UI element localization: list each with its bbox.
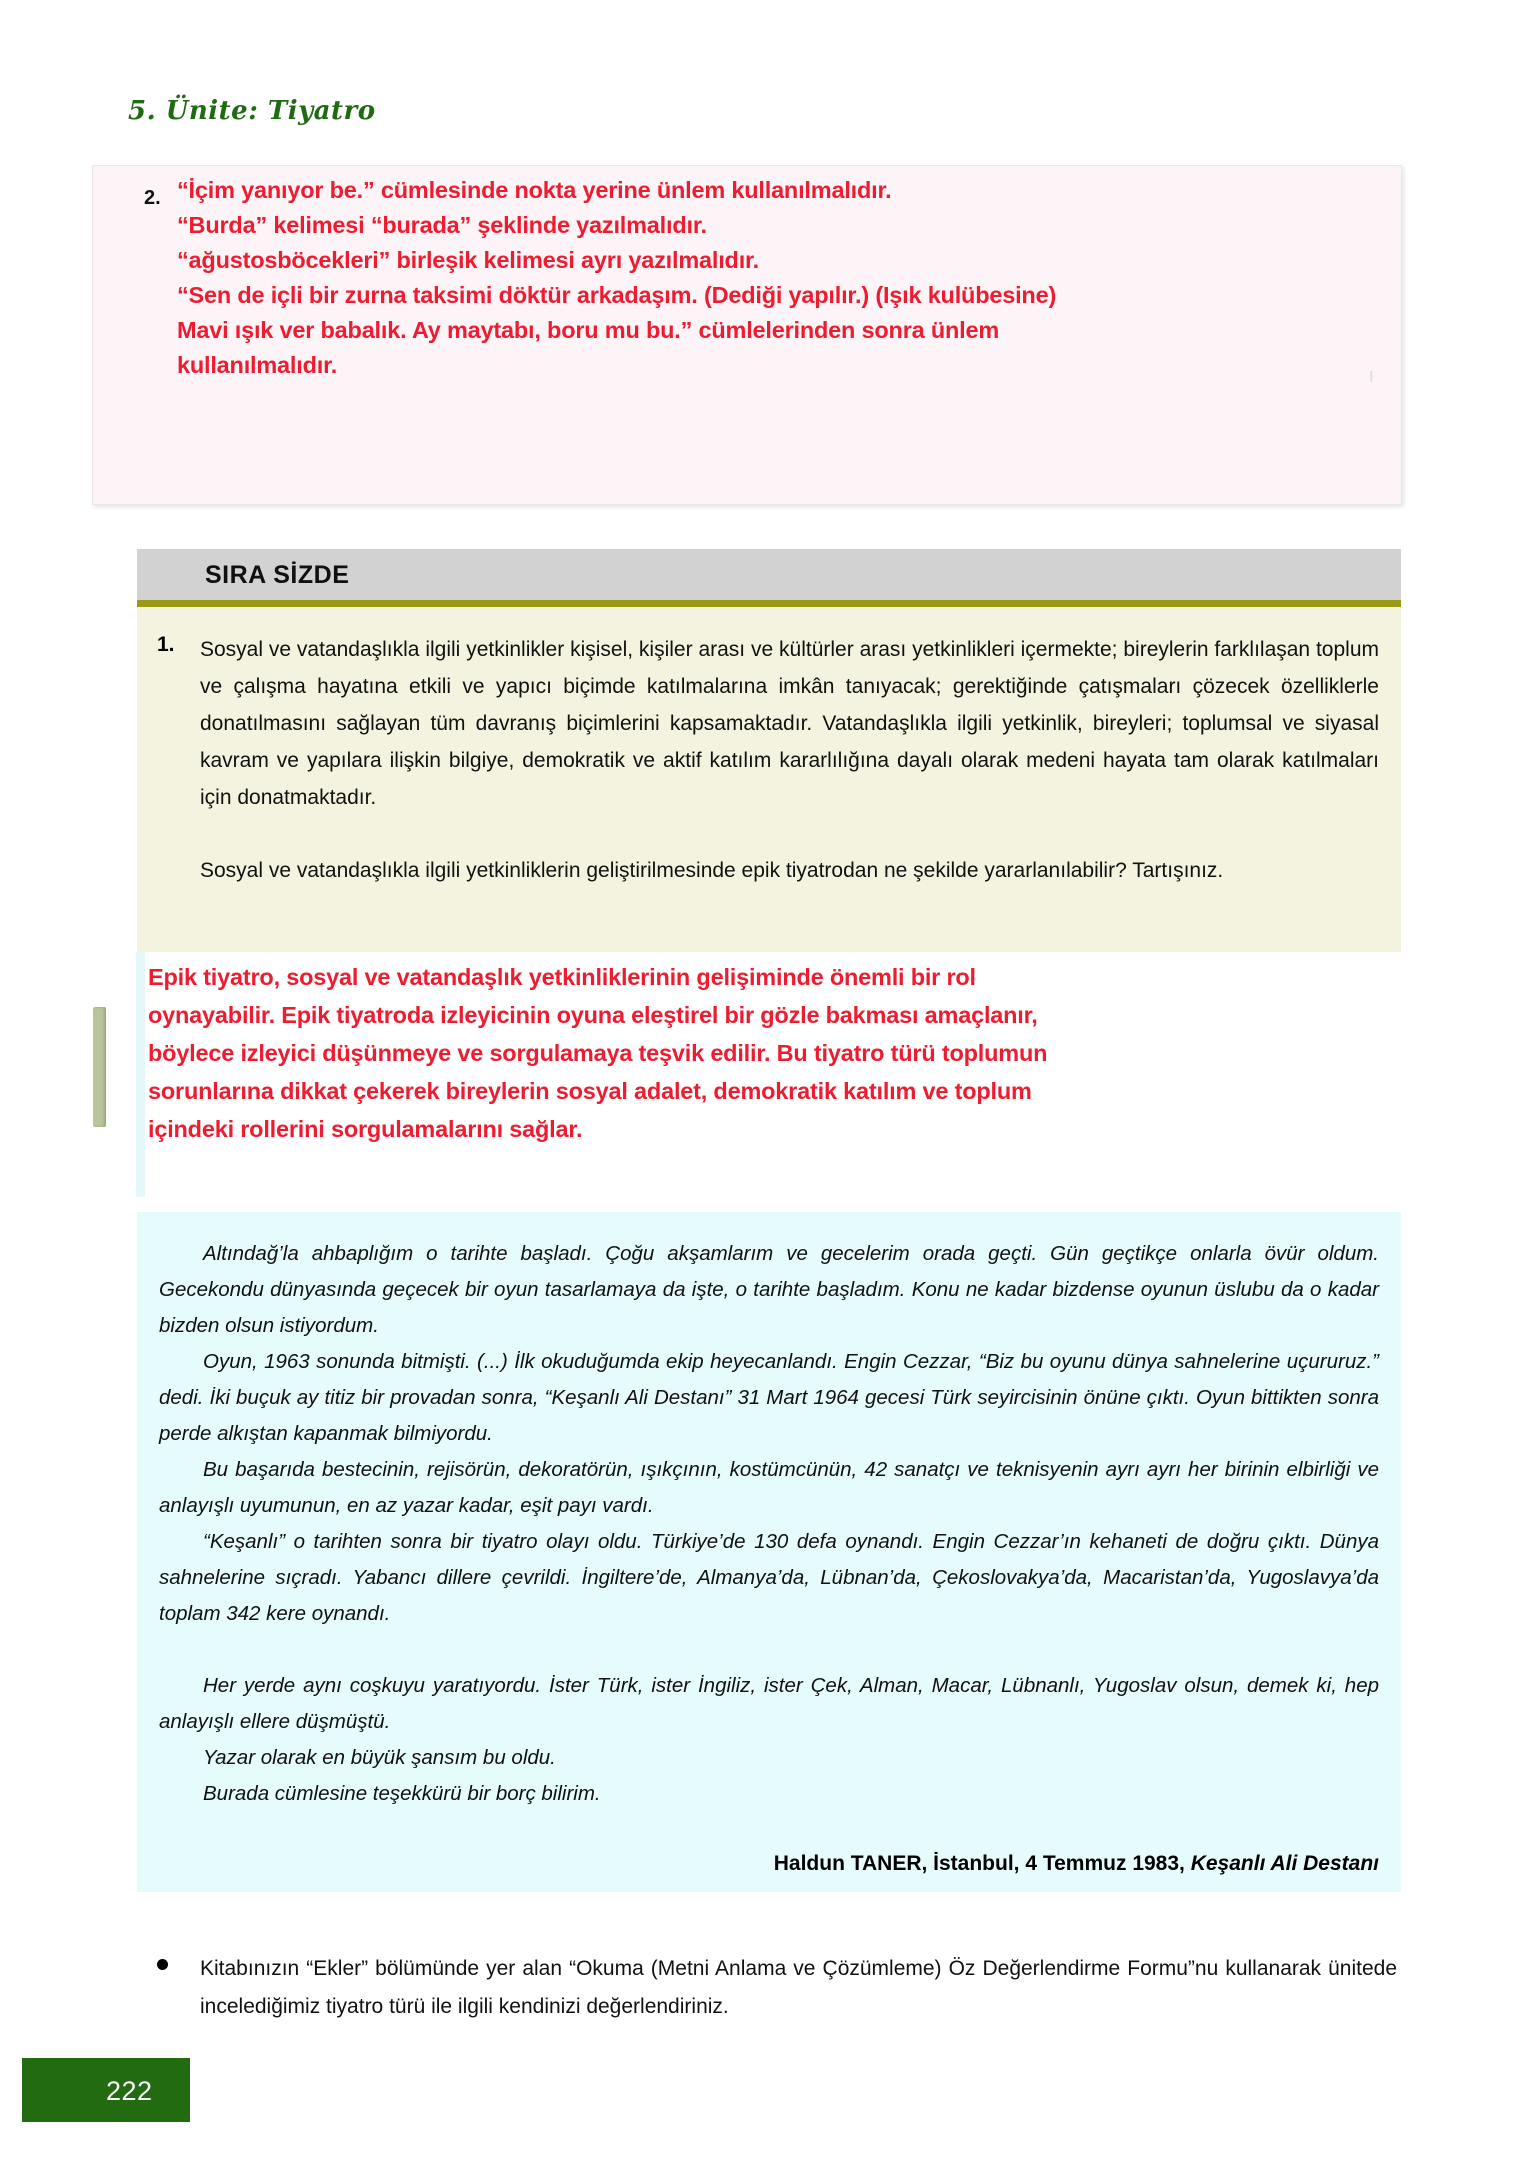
excerpt-box bbox=[137, 1212, 1401, 1892]
question-2-answer-text bbox=[177, 173, 1394, 383]
answer-line: “ağustosböcekleri” birleşik kelimesi ayrı yazılmalıdır. bbox=[177, 247, 760, 273]
excerpt-credit-author: Haldun TANER, İstanbul, 4 Temmuz 1983, bbox=[773, 1852, 1191, 1875]
bottom-bullet-text: Kitabınızın “Ekler” bölümünde yer alan “Okuma (Metni Anlama ve Çözümleme) Öz Değerlendirme Formu”nu kullanarak ünitede incelediğimiz tiyatro türü ile ilgili kendinizi değerlendiriniz. bbox=[200, 1957, 1397, 2018]
handwritten-answer-line: oynayabilir. Epik tiyatroda izleyicinin oyuna eleştirel bir gözle bakması amaçlanır, bbox=[148, 1002, 1038, 1028]
answer-line: Mavi ışık ver babalık. Ay maytabı, boru mu bu.” cümlelerinden sonra ünlem bbox=[177, 317, 1000, 343]
excerpt-credit-work: Keşanlı Ali Destanı bbox=[1190, 1852, 1379, 1875]
bullet-dot-icon bbox=[157, 1959, 168, 1970]
page-number: 222 bbox=[106, 2076, 153, 2106]
sira-sizde-paragraph-2: Sosyal ve vatandaşlıkla ilgili yetkinliklerin geliştirilmesinde epik tiyatrodan ne şekilde yararlanılabilir? Tartışınız. bbox=[200, 859, 1224, 882]
answer-line: “Burda” kelimesi “burada” şeklinde yazılmalıdır. bbox=[177, 212, 707, 238]
unit-header-title: 5. Ünite: Tiyatro bbox=[128, 96, 376, 126]
excerpt-paragraph: Her yerde aynı coşkuyu yaratıyordu. İster Türk, ister İngiliz, ister Çek, Alman, Macar, Lübnanlı, Yugoslav olsun, demek ki, hep anlayışlı ellere düşmüştü. bbox=[159, 1674, 1379, 1733]
answer-line: kullanılmalıdır. bbox=[177, 352, 338, 378]
excerpt-paragraph: Yazar olarak en büyük şansım bu oldu. bbox=[203, 1746, 556, 1769]
answer-line: “İçim yanıyor be.” cümlesinde nokta yerine ünlem kullanılmalıdır. bbox=[177, 177, 892, 203]
sira-sizde-label: SIRA SİZDE bbox=[205, 561, 350, 589]
handwritten-answer-line: sorunlarına dikkat çekerek bireylerin sosyal adalet, demokratik katılım ve toplum bbox=[148, 1078, 1032, 1104]
excerpt-paragraph: “Keşanlı” o tarihten sonra bir tiyatro olayı oldu. Türkiye’de 130 defa oynandı. Engin Cezzar’ın kehaneti de doğru çıktı. Dünya sahnelerine sıçradı. Yabancı dillere çevrildi. İngiltere’de, Almanya’da, Lübnan’da, Çekoslovakya’da, Macaristan’da, Yugoslavya’da toplam 342 kere oynandı. bbox=[159, 1530, 1379, 1625]
sira-sizde-banner bbox=[137, 549, 1401, 600]
sira-sizde-item-number: 1. bbox=[157, 633, 175, 656]
excerpt-credit bbox=[774, 1852, 1379, 1876]
excerpt-paragraph: Bu başarıda bestecinin, rejisörün, dekoratörün, ışıkçının, kostümcünün, 42 sanatçı ve teknisyenin ayrı ayrı her birinin elbirliği ve anlayışlı uyumunun, en az yazar kadar, eşit payı vardı. bbox=[159, 1458, 1379, 1517]
sira-sizde-rule bbox=[137, 600, 1401, 607]
question-2-block bbox=[92, 165, 1402, 505]
handwritten-answer-line: içindeki rollerini sorgulamalarını sağlar. bbox=[148, 1116, 583, 1142]
answer-marker-bar bbox=[93, 1007, 106, 1127]
answer-line: “Sen de içli bir zurna taksimi döktür arkadaşım. (Dediği yapılır.) (Işık kulübesine) bbox=[177, 282, 1057, 308]
excerpt-paragraph: Burada cümlesine teşekkürü bir borç bilirim. bbox=[203, 1782, 601, 1805]
handwritten-answer-text bbox=[148, 958, 1403, 1148]
sira-sizde-paragraph-1: Sosyal ve vatandaşlıkla ilgili yetkinlikler kişisel, kişiler arası ve kültürler arası yetkinlikleri içermekte; bireylerin farklılaşan toplum ve çalışma hayatına etkili ve yapıcı biçimde katılmalarına imkân tanıyacak; gerektiğinde çatışmaları çözecek özelliklerle donatılmasını sağlayan tüm davranış biçimlerini kapsamaktadır. Vatandaşlıkla ilgili yetkinlik, bireyleri; toplumsal ve siyasal kavram ve yapılara ilişkin bilgiye, demokratik ve aktif katılım kararlılığına dayalı olarak medeni hayata tam olarak katılmaları için donatmaktadır. bbox=[200, 638, 1379, 809]
question-2-number: 2. bbox=[144, 187, 161, 209]
excerpt-paragraph: Oyun, 1963 sonunda bitmişti. (...) İlk okuduğumda ekip heyecanlandı. Engin Cezzar, “Biz bu oyunu dünya sahnelerine uçururuz.” dedi. İki buçuk ay titiz bir provadan sonra, “Keşanlı Ali Destanı” 31 Mart 1964 gecesi Türk seyircisinin önüne çıktı. Oyun bittikten sonra perde alkıştan kapanmak bilmiyordu. bbox=[159, 1350, 1379, 1445]
sira-sizde-body bbox=[137, 607, 1401, 952]
page-number-tab bbox=[22, 2058, 190, 2122]
answer-left-strip bbox=[136, 952, 145, 1197]
handwritten-answer-line: böylece izleyici düşünmeye ve sorgulamaya teşvik edilir. Bu tiyatro türü toplumun bbox=[148, 1040, 1048, 1066]
excerpt-paragraph: Altındağ’la ahbaplığım o tarihte başladı. Çoğu akşamlarım ve gecelerim orada geçti. Gün geçtikçe onlarla övür oldum. Gecekondu dünyasında geçecek bir oyun tasarlamaya da işte, o tarihte başladım. Konu ne kadar bizdense oyunun üslubu da o kadar bizden olsun istiyordum. bbox=[159, 1242, 1379, 1337]
handwritten-answer-line: Epik tiyatro, sosyal ve vatandaşlık yetkinliklerinin gelişiminde önemli bir rol bbox=[148, 964, 976, 990]
question-2-obscured-fragment: ı bbox=[1368, 365, 1374, 387]
